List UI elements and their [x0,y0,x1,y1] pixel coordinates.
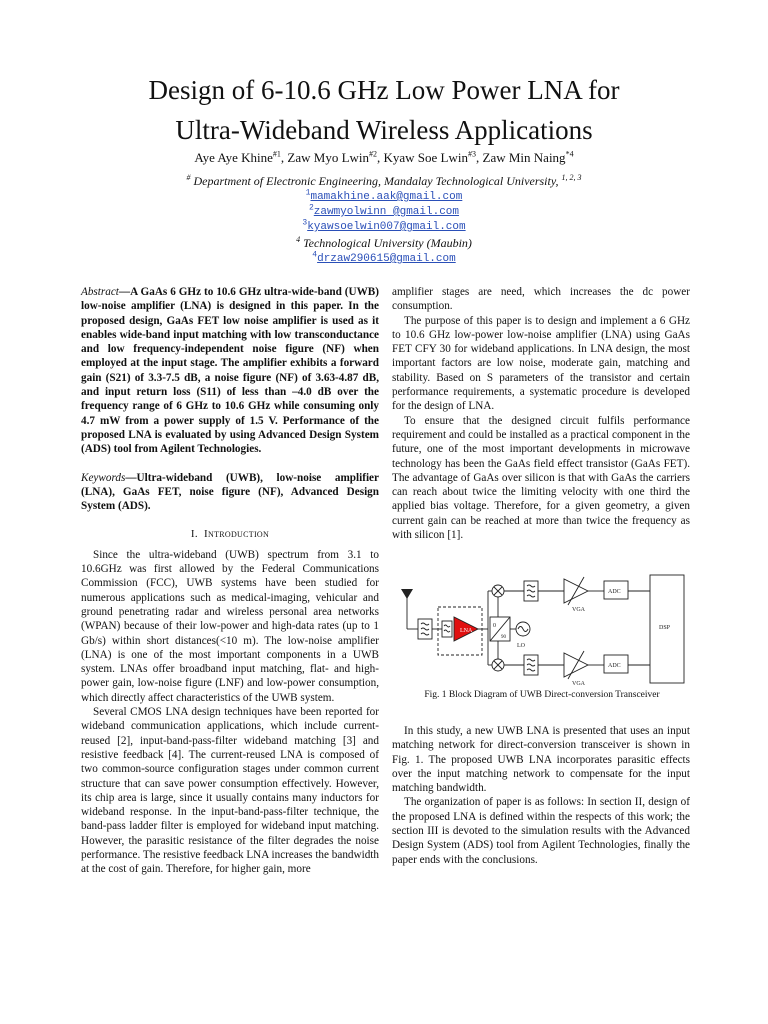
section-title: Introduction [204,528,270,541]
author-name: Aye Aye Khine [194,150,273,165]
abstract [81,285,379,457]
phase-90-label: 90 [501,635,506,640]
lo-label: LO [517,643,525,649]
affiliation-text: Technological University (Maubin) [303,236,472,250]
paragraph: The organization of paper is as follows: In section II, design of the proposed LNA is defined within the respects of this work; the section III is devoted to the simulation results with the Advanced Design System (ADS) tool from Agilent Technologies, finally the paper ends with the conclusions. [392,796,690,866]
paragraph: Several CMOS LNA design techniques have been reported for wideband communication applications, which include current-reused [2], input-band-pass-filter wideband matching [3] and resistive feedback [4]. The current-reused LNA is composed of two common-source configuration stages under common current structure that can save power consumption effectively. However, its chip area is large, since it usually contains many inductors for wideband response. In the input-band-pass-filter technique, the band-pass ladder filter is employed for wideband input matching. However, the parasitic resistance of the filter degrades the noise performance. The resistive feedback LNA increases the bandwidth at the cost of gain. Therefore, for higher gain, more [81,706,380,876]
figure-caption: Fig. 1 Block Diagram of UWB Direct-conversion Transceiver [424,690,660,700]
section-heading [81,527,379,541]
keywords-text: —Ultra-wideband (UWB), low-noise amplifier (LNA), GaAs FET, noise figure (NF), Advanced Design System (ADS). [81,471,379,513]
email-4[interactable] [0,250,768,265]
paragraph: To ensure that the designed circuit fulfils performance requirement and could be installed as a practical component in the future, one of the most important developments in microwave technology has been the GaAs field effect transistor (GaAs FET). The advantage of GaAs over silicon is that with GaAs the carriers can reach about twice the limiting velocity with one third the applied bias voltage. Therefore, for a given geometry, a given current gain can be reached at more than twice the frequency as with silicon [1]. [392,414,690,542]
author-mark: #3 [468,149,477,159]
lna-match-block [442,621,452,637]
affiliation-mark: 4 [296,235,301,244]
block-diagram-figure [392,565,692,685]
right-column [392,285,690,542]
vga-top-label: VGA [572,607,585,613]
section-number: I. [190,528,198,541]
adc-top-label: ADC [608,589,621,595]
author-mark: #1 [272,149,281,159]
antenna-icon [401,589,418,629]
email-mark: 1 [305,188,311,198]
vga-bottom-label: VGA [572,681,585,685]
affiliation-text: Department of Electronic Engineering, Mandalay Technological University, [193,174,559,188]
email-1[interactable] [0,188,768,203]
filter-top-block [524,581,538,601]
author-mark: #2 [369,149,378,159]
title-line-2: Ultra-Wideband Wireless Applications [175,115,593,145]
paragraph: In this study, a new UWB LNA is presented that uses an input matching network for direct-conversion transceiver is shown in Fig. 1. The proposed UWB LNA incorporates parasitic effects over the input matching network to compensate for the input matching bandwidth. [392,725,690,795]
affiliation-2 [0,236,768,251]
lo-oscillator-icon [516,622,530,636]
email-mark: 4 [312,250,318,260]
filter-bottom-block [524,655,538,675]
email-link[interactable]: zawmyolwinn @gmail.com [313,206,460,218]
email-link[interactable]: mamakhine.aak@gmail.com [310,191,463,203]
left-column [81,285,379,877]
author-mark: *4 [565,149,574,159]
keywords-label: Keywords [81,471,126,484]
vga-top-icon [564,577,588,605]
title-line-1: Design of 6-10.6 GHz Low Power LNA for [148,75,620,105]
phase-0-label: 0 [493,623,496,629]
affiliation-refs: 1, 2, 3 [561,173,582,182]
affiliation-1 [0,174,768,189]
vga-bottom-icon [564,651,588,679]
input-filter-block [418,619,432,639]
paragraph: Since the ultra-wideband (UWB) spectrum from 3.1 to 10.6GHz was first allowed by the Federal Communications Commission (FCC), UWB systems have been studied for numerous applications such as medical-imaging, vehicular and ground penetrating radar and wireless personal area networks (WPAN) because of their low-power and high-data rates (up to 1 Gb/s) within short distances(<10 m). The low-noise amplifier (LNA) is one of the most important components in a UWB system. LNAs offer broadband input matching, flat- and high-power gain, low-noise figure (LNF) and low-power consumption, which directly affect characteristics of the UWB system. [81,548,379,704]
author-name: Zaw Myo Lwin [287,150,370,165]
author-name: Kyaw Soe Lwin [383,150,469,165]
right-column-continued [392,724,690,867]
email-link[interactable]: kyawsoelwin007@gmail.com [307,221,466,233]
lna-label: LNA [460,628,473,634]
email-link[interactable]: drzaw290615@gmail.com [317,253,456,265]
abstract-text: —A GaAs 6 GHz to 10.6 GHz ultra-wide-band (UWB) low-noise amplifier (LNA) is designed in this paper. In the proposed design, GaAs FET low noise amplifier is used as it enables wide-band input matching with low transconductance and low frequency-independent noise figure (NF) when employed at the input stage. The amplifier exhibits a forward gain (S21) of 3.3-7.5 dB, a noise figure (NF) of 3.63-4.87 dB, and input return loss (S11) of less than –4.0 dB over the frequency range of 6 GHz to 10.6 GHz while consuming only 4.7 mW from a power supply of 1.5 V. Performance of the proposed LNA is evaluated by using Advanced Design System (ADS) tool from Agilent Technologies. [81,286,379,456]
mixer-top-icon [492,585,504,597]
author-name: Zaw Min Naing [482,150,566,165]
adc-bottom-label: ADC [608,663,621,669]
email-2[interactable] [0,203,768,218]
dsp-label: DSP [659,625,671,631]
paragraph: The purpose of this paper is to design and implement a 6 GHz to 10.6 GHz low-power low-noise amplifier (LNA) using GaAs FET CFY 30 for wideband applications. In LNA design, the most important factors are low noise, moderate gain, matching and stability. Based on S parameters of the transistor and certain performance requirements, a systematic procedure is developed for the design of LNA. [392,314,690,413]
email-mark: 2 [308,203,314,213]
keywords [81,471,379,514]
email-mark: 3 [302,218,308,228]
mixer-bottom-icon [492,659,504,671]
author-list: Aye Aye Khine$^{\#1}$, Zaw Myo Lwin$^{\#2}$, Kyaw Soe Lwin$^{\#3}$, Zaw Min Naing$^{*4}$ [194,149,574,165]
paragraph: amplifier stages are need, which increases the dc power consumption. [392,286,690,313]
email-3[interactable] [0,218,768,233]
paper-title [0,70,768,150]
affiliation-mark: # [186,173,191,182]
abstract-label: Abstract [81,286,119,298]
